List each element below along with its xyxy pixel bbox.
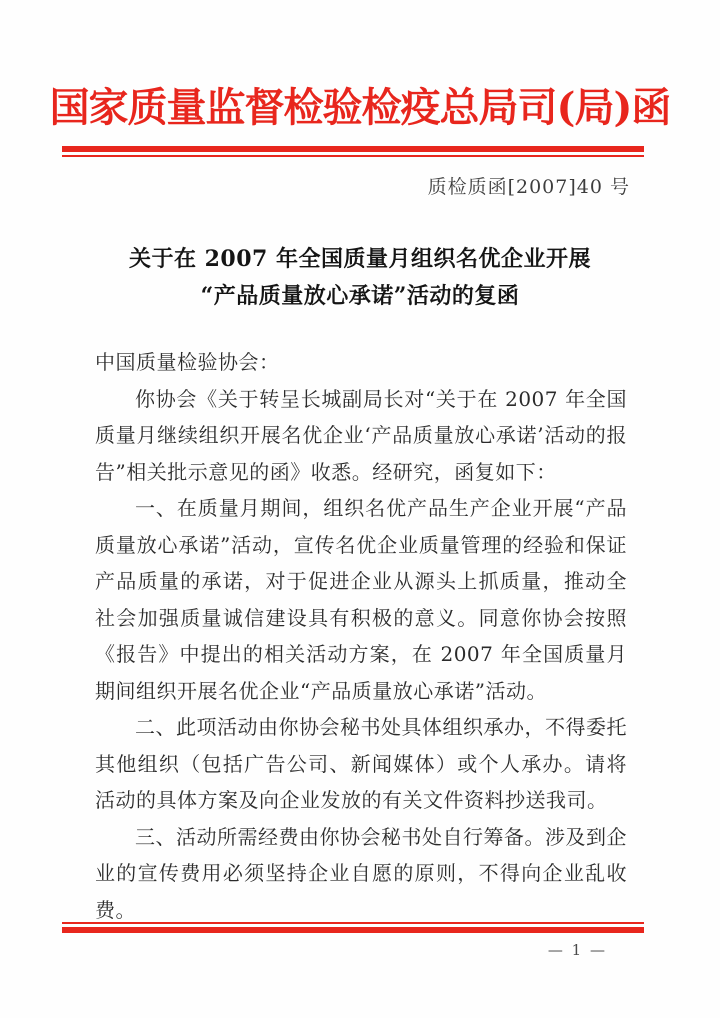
divider-thick-line: [62, 927, 644, 933]
body-paragraph: 你协会《关于转呈长城副局长对“关于在 2007 年全国质量月继续组织开展名优企业‘产品质量放心承诺’活动的报告”相关批示意见的函》收悉。经研究，函复如下：: [95, 386, 627, 484]
divider-thin-line: [62, 155, 644, 157]
document-title-line-2: “产品质量放心承诺”活动的复函: [200, 283, 520, 309]
salutation: 中国质量检验协会：: [95, 350, 280, 374]
document-number: 质检质函[2007]40 号: [427, 176, 630, 198]
body-paragraph: 二、此项活动由你协会秘书处具体组织承办，不得委托其他组织（包括广告公司、新闻媒体）或个人承办。请将活动的具体方案及向企业发放的有关文件资料抄送我司。: [95, 715, 627, 812]
document-title: [0, 241, 720, 315]
page-number: — 1 —: [547, 941, 607, 959]
body-paragraph: 三、活动所需经费由你协会秘书处自行筹备。涉及到企业的宣传费用必须坚持企业自愿的原则，不得向企业乱收费。: [95, 824, 627, 922]
document-body: [95, 344, 627, 932]
divider-thin-line: [62, 922, 644, 924]
header-divider: [62, 146, 644, 157]
document-title-line-1: 关于在 2007 年全国质量月组织名优企业开展: [128, 246, 592, 272]
footer-divider: [62, 922, 644, 933]
body-paragraph: 一、在质量月期间，组织名优产品生产企业开展“产品质量放心承诺”活动，宣传名优企业质量管理的经验和保证产品质量的承诺，对于促进企业从源头上抓质量，推动全社会加强质量诚信建设具有积极的意义。同意你协会按照《报告》中提出的相关活动方案，在 2007 年全国质量月期间组织开展名优企业“产品质量放心承诺”活动。: [95, 496, 627, 703]
divider-thick-line: [62, 146, 644, 152]
masthead-title: 国家质量监督检验检疫总局司(局)函: [49, 84, 671, 131]
